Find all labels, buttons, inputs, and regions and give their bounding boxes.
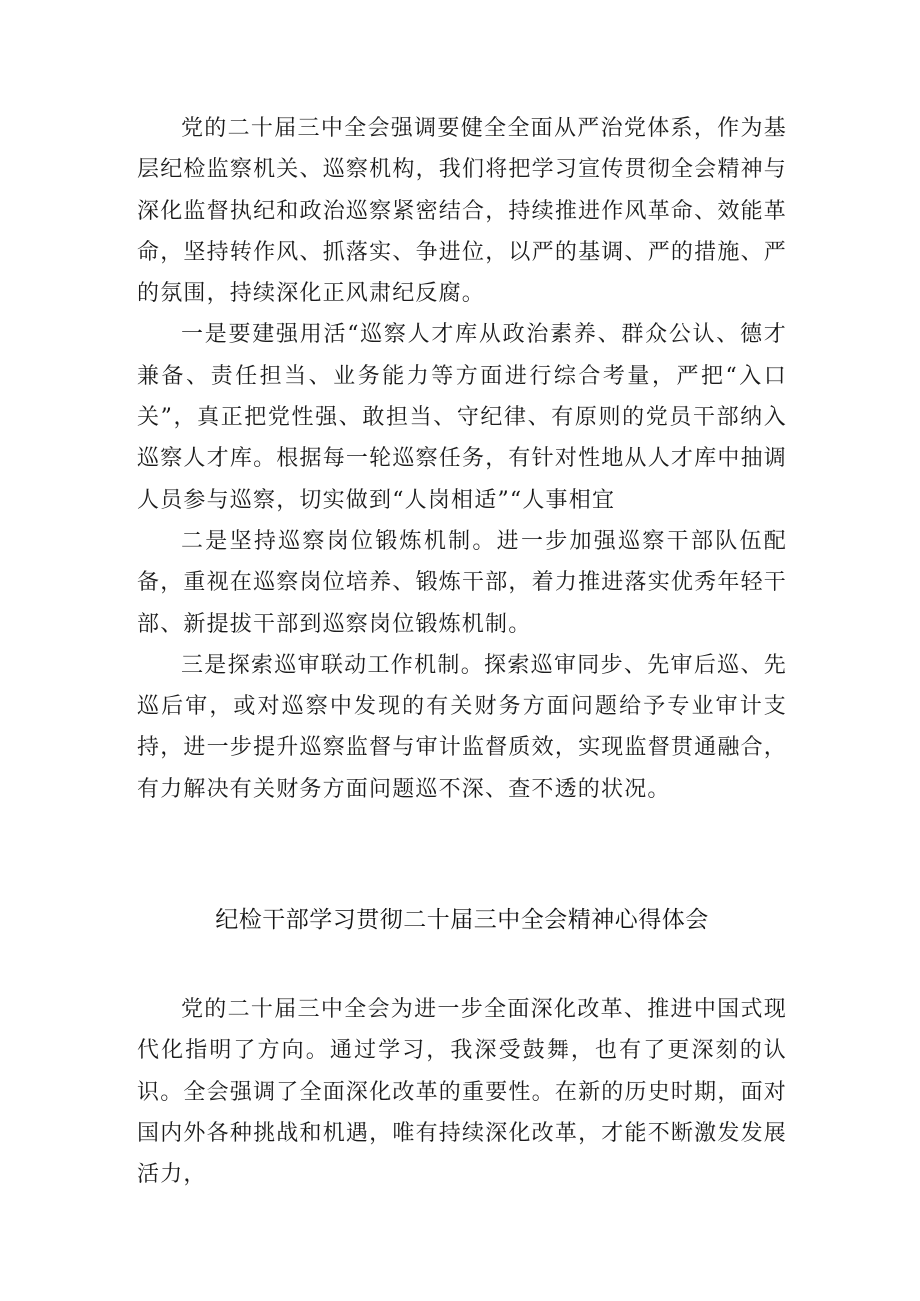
paragraph-point-1: 一是要建强用活“巡察人才库从政治素养、群众公认、德才兼备、责任担当、业务能力等方面进行综合考量，严把“入口关”，真正把党性强、敢担当、守纪律、有原则的党员干部纳入巡察人才库。根据每一轮巡察任务，有针对性地从人才库中抽调人员参与巡察，切实做到“人岗相适”“人事相宜: [137, 322, 787, 513]
paragraph-point-2: 二是坚持巡察岗位锻炼机制。进一步加强巡察干部队伍配备，重视在巡察岗位培养、锻炼干部，着力推进落实优秀年轻干部、新提拔干部到巡察岗位锻炼机制。: [137, 528, 787, 637]
article-1-body: [137, 108, 787, 810]
paragraph-intro: 党的二十届三中全会强调要健全全面从严治党体系，作为基层纪检监察机关、巡察机构，我们将把学习宣传贯彻全会精神与深化监督执纪和政治巡察紧密结合，持续推进作风革命、效能革命，坚持转作风、抓落实、争进位，以严的基调、严的措施、严的氛围，持续深化正风肃纪反腐。: [137, 116, 787, 307]
paragraph-point-3: 三是探索巡审联动工作机制。探索巡审同步、先审后巡、先巡后审，或对巡察中发现的有关财务方面问题给予专业审计支持，进一步提升巡察监督与审计监督质效，实现监督贯通融合，有力解决有关财务方面问题巡不深、查不透的状况。: [137, 652, 787, 802]
article-2-title: 纪检干部学习贯彻二十届三中全会精神心得体会: [215, 907, 709, 933]
paragraph-article-2-intro: 党的二十届三中全会为进一步全面深化改革、推进中国式现代化指明了方向。通过学习，我深受鼓舞，也有了更深刻的认识。全会强调了全面深化改革的重要性。在新的历史时期，面对国内外各种挑战和机遇，唯有持续深化改革，才能不断激发发展活力，: [137, 997, 787, 1188]
article-2-body: [137, 989, 787, 1195]
